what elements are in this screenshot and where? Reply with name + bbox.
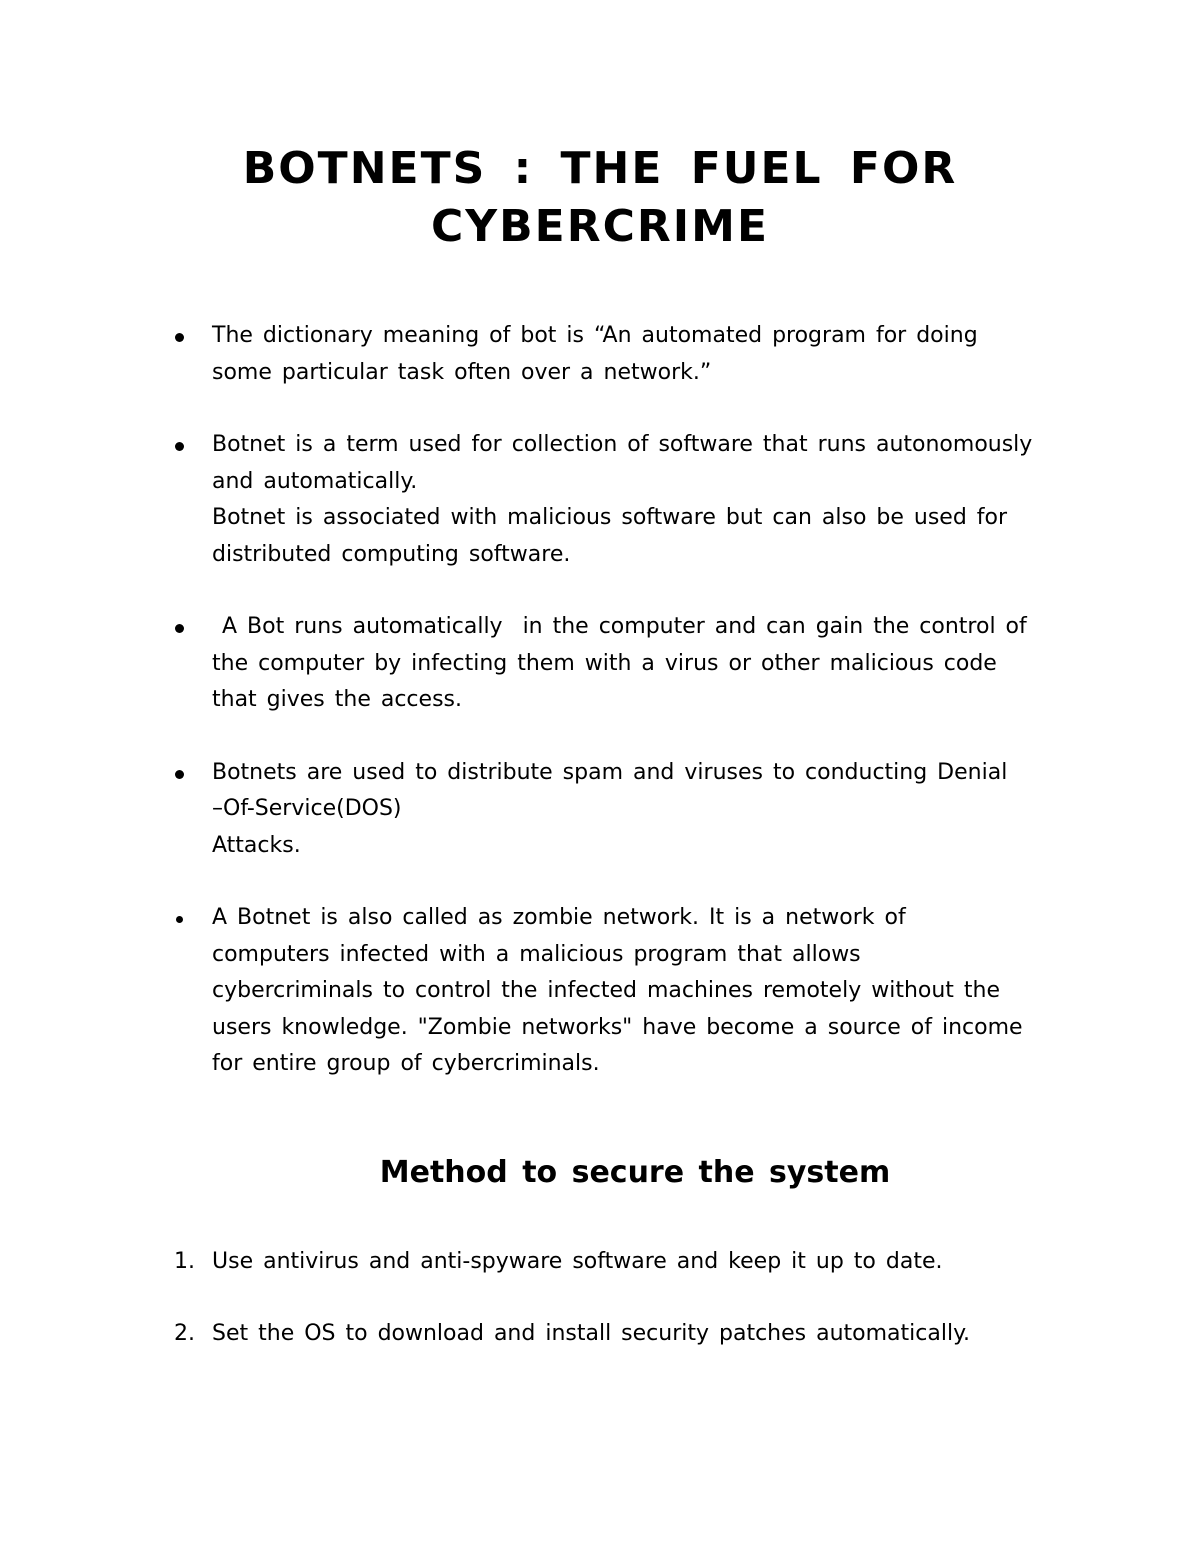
bullet-text-line: for entire group of cybercriminals. [212,1051,600,1076]
title-line-2: CYBERCRIME [430,201,769,252]
bullet-icon [175,333,184,342]
item-number: 1. [174,1249,195,1274]
numbered-item [174,1316,1072,1352]
item-number: 2. [174,1321,195,1346]
bullet-text-line: Botnet is a term used for collection of software that runs autonomously [212,432,1033,457]
bullet-text-line: users knowledge. "Zombie networks" have become a source of income [212,1014,1023,1040]
bullet-icon [175,442,184,451]
bullet-text-line: Attacks. [212,832,301,858]
document-title [150,140,1050,256]
bullet-text-line: A Botnet is also called as zombie network. It is a network of [212,905,906,930]
bullet-item-botnet-uses [212,755,1072,865]
bullet-item-bot-definition [212,318,1072,391]
bullet-text-line: The dictionary meaning of bot is “An automated program for doing [212,323,978,348]
bullet-text-line: A Bot runs automatically in the computer and can gain the control of [212,614,1027,639]
numbered-item [174,1244,1072,1280]
bullet-icon [175,624,184,633]
bullet-text-line: –Of-Service(DOS) [212,796,402,821]
bullet-icon [175,770,184,779]
bullet-text-line: Botnets are used to distribute spam and viruses to conducting Denial [212,759,1008,785]
item-text: Set the OS to download and install security patches automatically. [212,1321,970,1346]
title-line-1: BOTNETS : THE FUEL FOR [242,143,958,194]
bullet-list [212,318,1072,1119]
bullet-item-zombie-network [212,900,1072,1083]
numbered-list [174,1244,1072,1388]
bullet-item-bot-control [212,609,1072,719]
bullet-text-line: Botnet is associated with malicious software but can also be used for [212,505,1008,530]
bullet-text-line: that gives the access. [212,687,462,712]
bullet-text-line: and automatically. [212,468,418,494]
bullet-item-botnet-term [212,427,1072,573]
bullet-text-line: some particular task often over a network.” [212,359,712,385]
bullet-text-line: cybercriminals to control the infected machines remotely without the [212,978,1001,1003]
bullet-text-line: computers infected with a malicious program that allows [212,941,861,967]
item-text: Use antivirus and anti-spyware software and keep it up to date. [212,1249,943,1274]
bullet-text-line: the computer by infecting them with a virus or other malicious code [212,650,997,676]
bullet-text-line: distributed computing software. [212,541,571,567]
bullet-icon [176,916,183,923]
section-heading: Method to secure the system [379,1155,891,1190]
